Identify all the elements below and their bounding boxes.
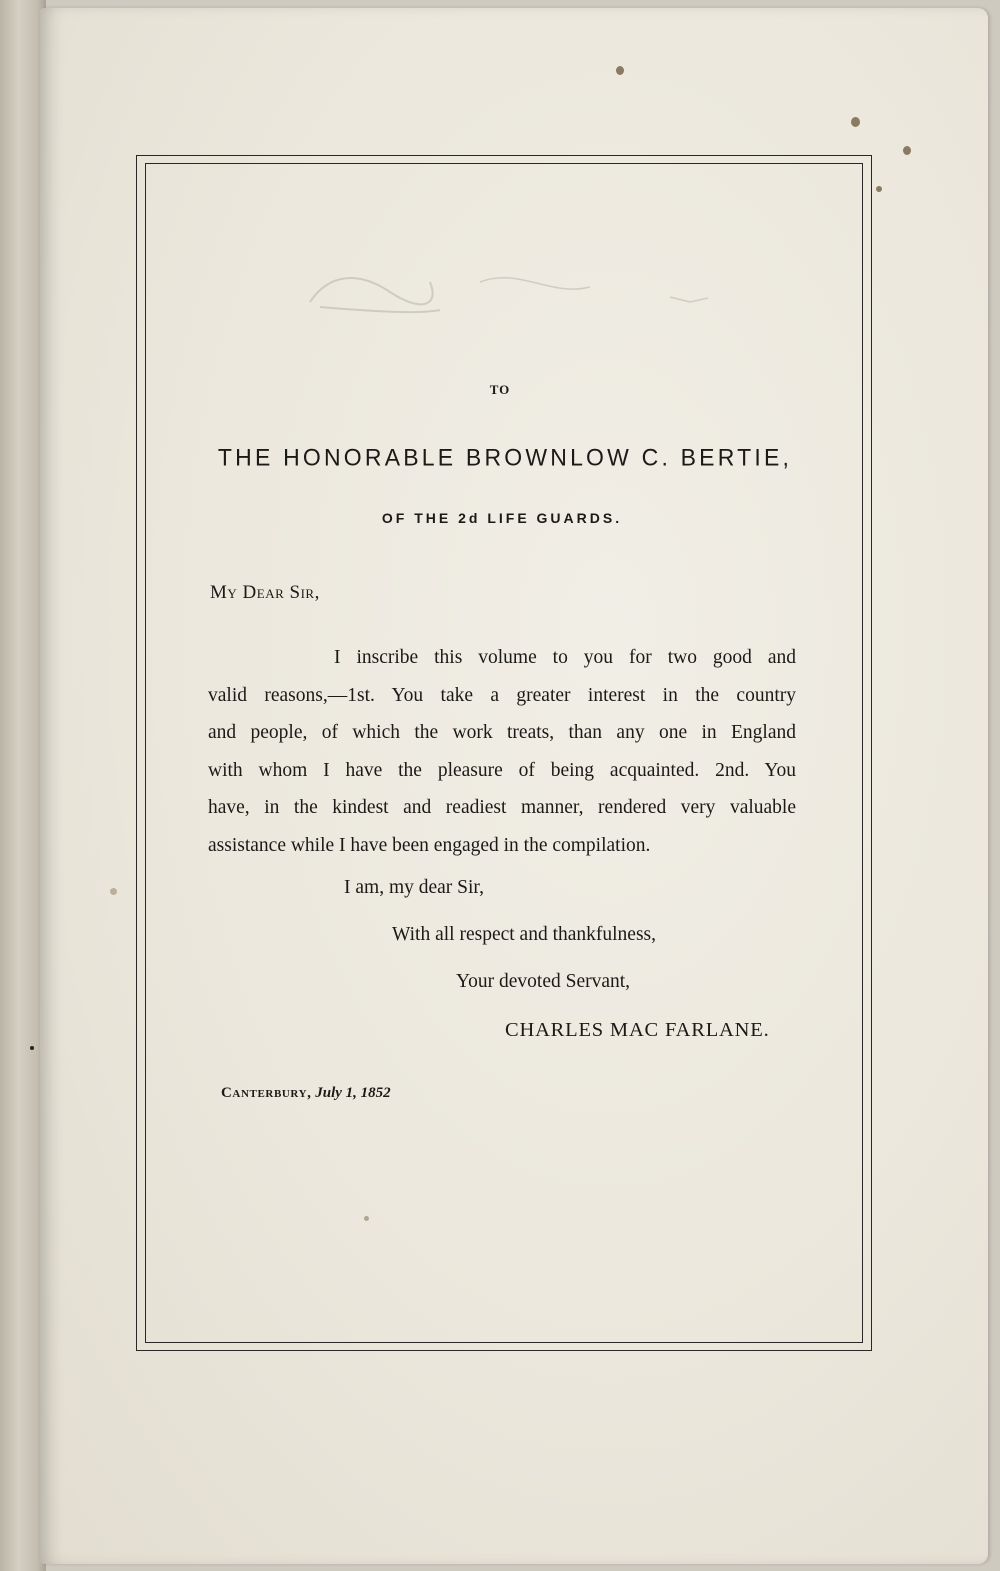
closing-line-1: I am, my dear Sir, <box>344 877 485 898</box>
body-line: have, in the kindest and readiest manner, rendered very valuable <box>208 797 796 819</box>
place: Canterbury, <box>221 1085 312 1101</box>
salutation: My Dear Sir, <box>210 582 320 603</box>
dedicatee-name: THE HONORABLE BROWNLOW C. BERTIE, <box>217 443 793 471</box>
foxing-spot <box>616 66 624 75</box>
body-line: with whom I have the pleasure of being acquainted. 2nd. You <box>208 759 796 781</box>
dedicatee-regiment: OF THE 2d LIFE GUARDS. <box>381 510 623 526</box>
date: July 1, 1852 <box>315 1085 391 1101</box>
dedication-to: TO <box>489 382 511 397</box>
place-and-date <box>221 1085 391 1102</box>
dedication-body <box>208 639 796 865</box>
closing-line-2: With all respect and thankfulness, <box>392 924 657 945</box>
foxing-spot <box>876 186 882 192</box>
foxing-spot <box>364 1216 369 1221</box>
closing-line-3: Your devoted Servant, <box>456 971 631 992</box>
faded-stamp-mark <box>300 262 720 322</box>
foxing-spot <box>851 117 860 127</box>
body-line: assistance while I have been engaged in the compilation. <box>208 834 651 856</box>
body-line: I inscribe this volume to you for two good and <box>334 647 796 668</box>
body-line: valid reasons,—1st. You take a greater interest in the country <box>208 684 796 706</box>
foxing-spot <box>903 146 911 155</box>
foxing-spot <box>110 888 117 895</box>
author-signature: CHARLES MAC FARLANE. <box>505 1019 770 1041</box>
foxing-spot <box>30 1046 34 1050</box>
body-line: and people, of which the work treats, than any one in England <box>208 722 796 744</box>
